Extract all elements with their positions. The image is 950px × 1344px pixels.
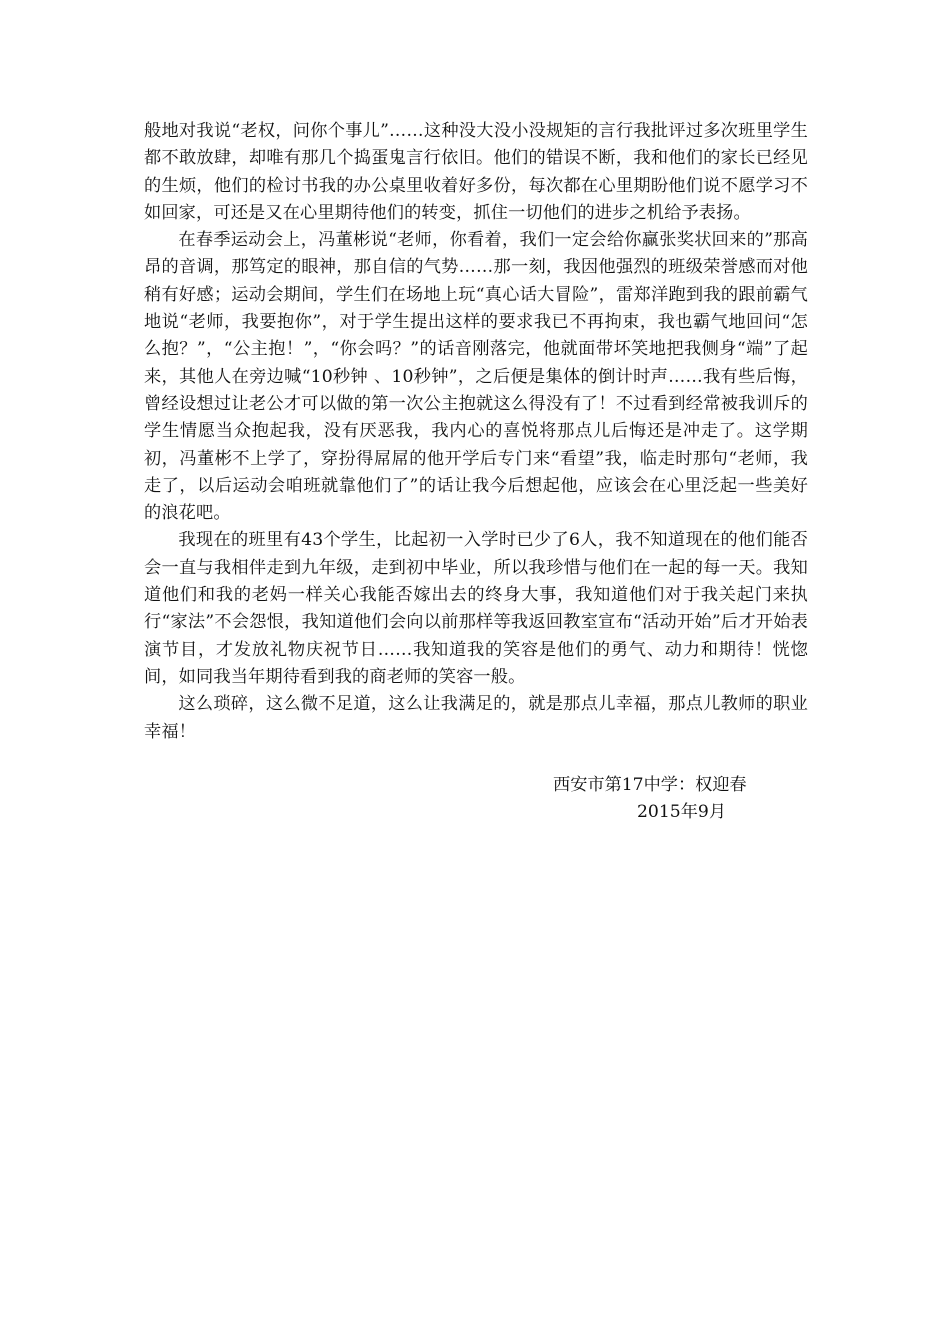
author-signature: 西安市第17中学：权迎春 xyxy=(553,775,747,795)
document-date: 2015年9月 xyxy=(637,802,727,822)
paragraph-conclusion: 这么琐碎，这么微不足道，这么让我满足的，就是那点儿幸福，那点儿教师的职业幸福！ xyxy=(144,694,808,742)
paragraph-continuation: 般地对我说“老权，问你个事儿”……这种没大没小没规矩的言行我批评过多次班里学生都不敢放肆，却唯有那几个捣蛋鬼言行依旧。他们的错误不断，我和他们的家长已经见的生烦，他们的检讨书我的办公桌里收着好多份，每次都在心里期盼他们说不愿学习不如回家，可还是又在心里期待他们的转变，抓住一切他们的进步之机给予表扬。 xyxy=(144,121,808,223)
paragraph-current-class: 我现在的班里有43个学生，比起初一入学时已少了6人，我不知道现在的他们能否会一直与我相伴走到九年级，走到初中毕业，所以我珍惜与他们在一起的每一天。我知道他们和我的老妈一样关心我能否嫁出去的终身大事，我知道他们对于我关起门来执行“家法”不会怨恨，我知道他们会向以前那样等我返回教室宣布“活动开始”后才开始表演节目，才发放礼物庆祝节日……我知道我的笑容是他们的勇气、动力和期待！恍惚间，如同我当年期待看到我的商老师的笑容一般。 xyxy=(144,530,808,687)
paragraph-sports-meet: 在春季运动会上，冯董彬说“老师，你看着，我们一定会给你赢张奖状回来的”那高昂的音调，那笃定的眼神，那自信的气势……那一刻，我因他强烈的班级荣誉感而对他稍有好感；运动会期间，学生们在场地上玩“真心话大冒险”，雷郑洋跑到我的跟前霸气地说“老师，我要抱你”，对于学生提出这样的要求我已不再拘束，我也霸气地回问“怎么抱？”，“公主抱！”，“你会吗？”的话音刚落完，他就面带坏笑地把我侧身“端”了起来，其他人在旁边喊“10秒钟 、10秒钟”，之后便是集体的倒计时声……我有些后悔，曾经设想过让老公才可以做的第一次公主抱就这么得没有了！不过看到经常被我训斥的学生情愿当众抱起我，没有厌恶我，我内心的喜悦将那点儿后悔还是冲走了。这学期初，冯董彬不上学了，穿扮得屌屌的他开学后专门来“看望”我，临走时那句“老师，我走了，以后运动会咱班就靠他们了”的话让我今后想起他，应该会在心里泛起一些美好的浪花吧。 xyxy=(144,230,808,524)
document-body xyxy=(144,118,808,746)
